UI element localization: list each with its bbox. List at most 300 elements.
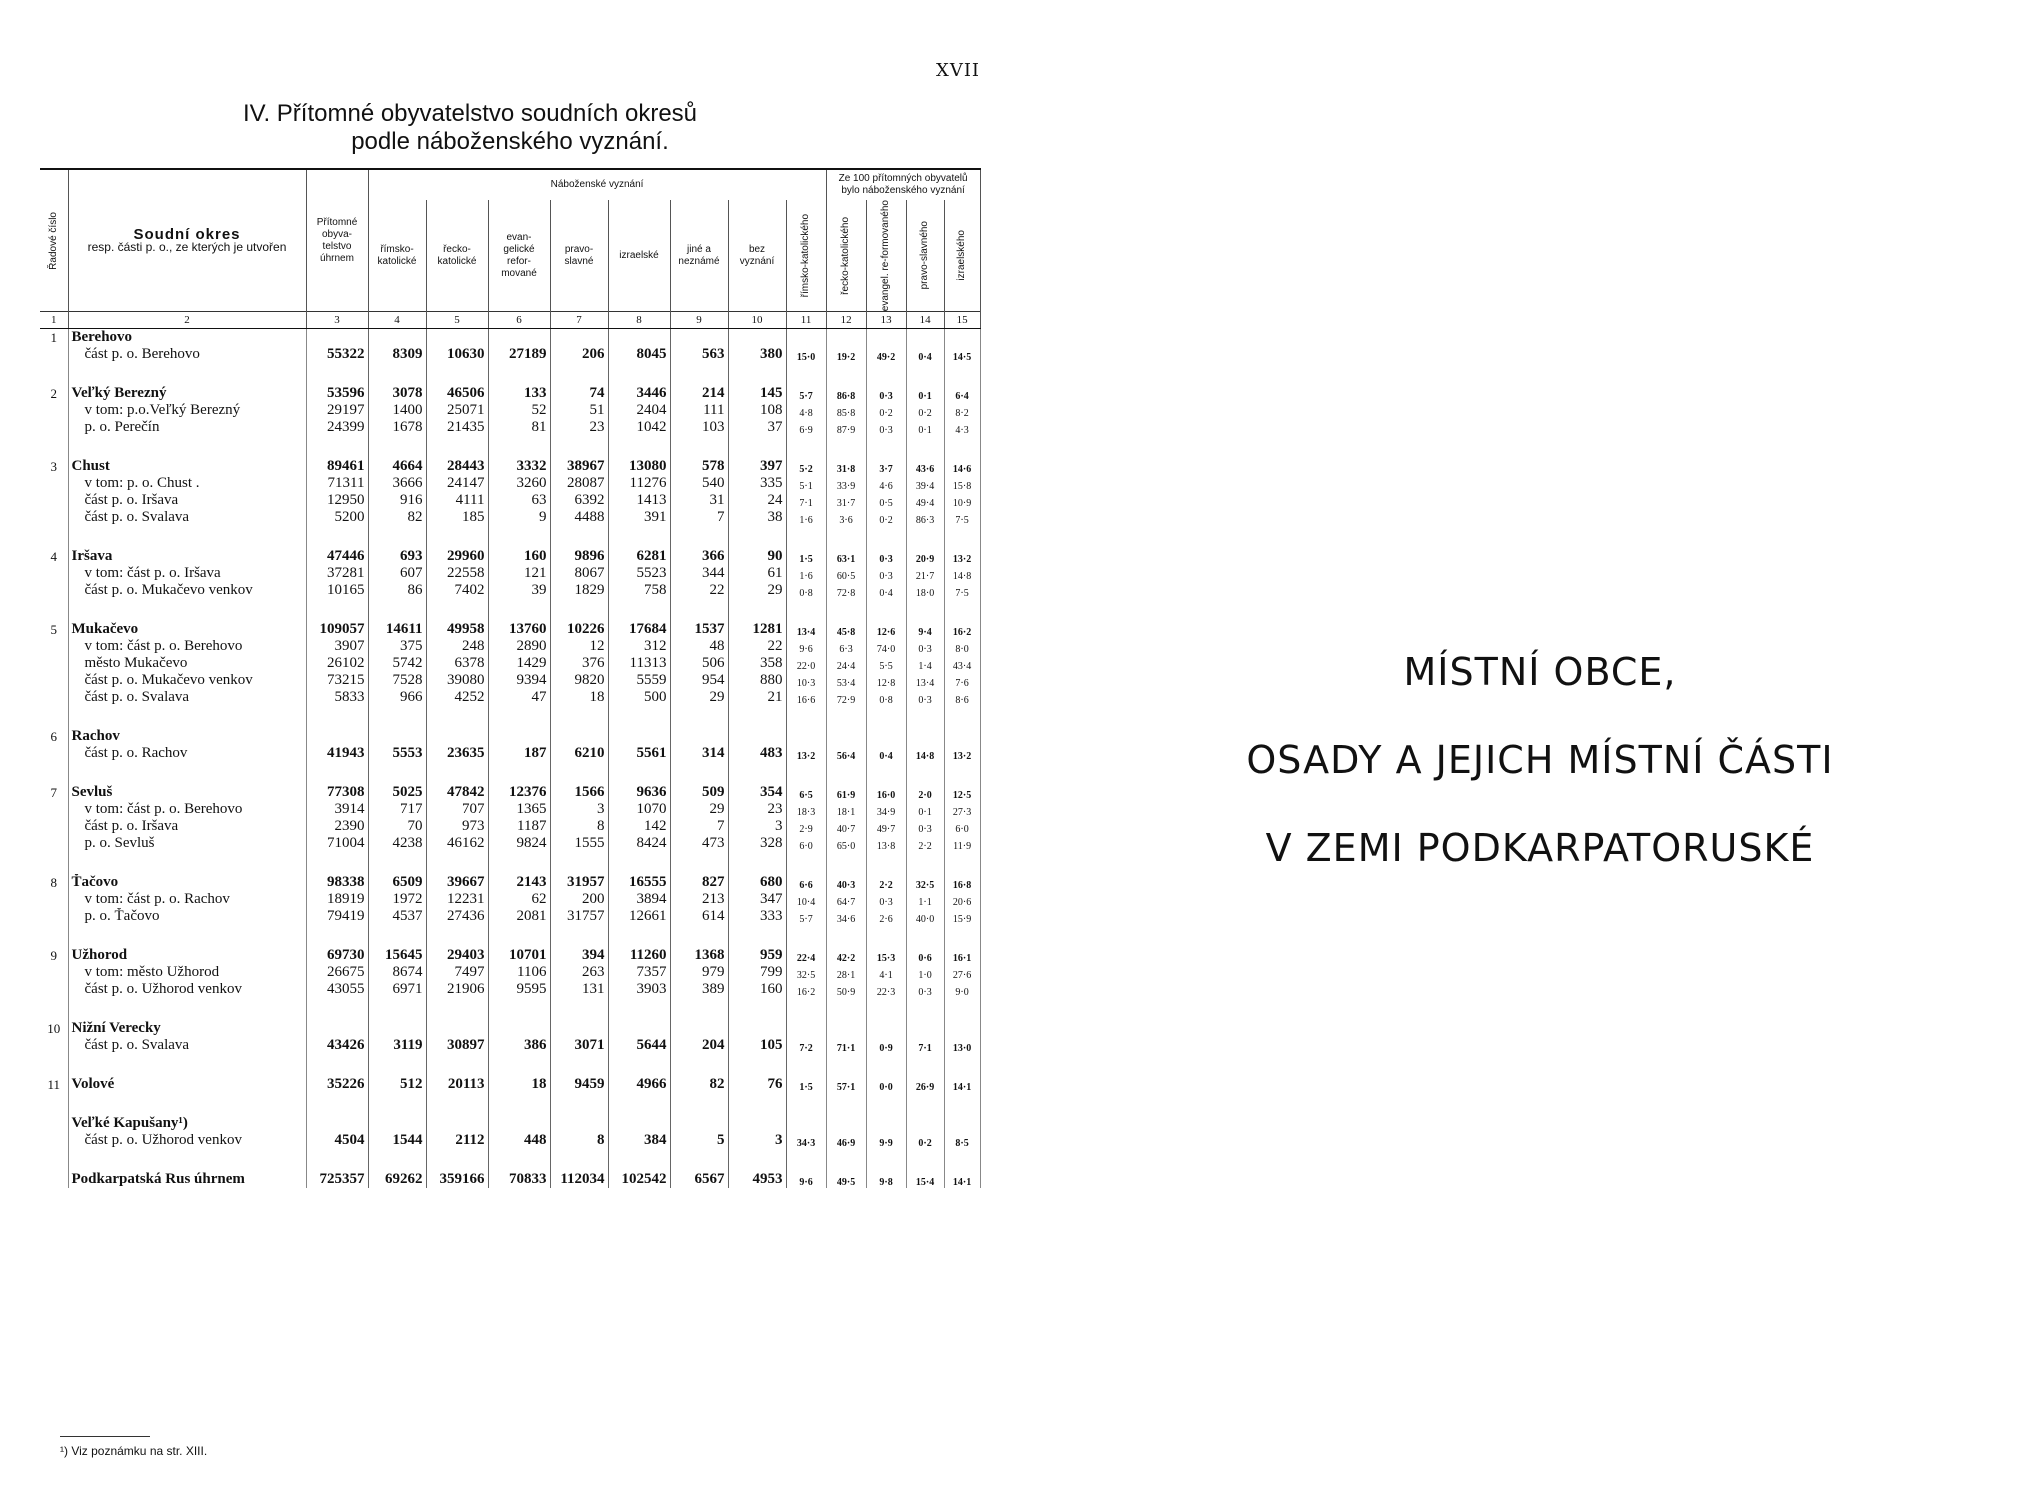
spacer-cell	[368, 706, 426, 728]
count-cell: 2143	[488, 874, 550, 891]
percent-cell: 2·2	[906, 835, 944, 852]
count-cell	[488, 329, 550, 347]
spacer-cell	[670, 1149, 728, 1171]
count-cell: 540	[670, 475, 728, 492]
count-cell: 9896	[550, 548, 608, 565]
spacer-cell	[306, 1054, 368, 1076]
col-number: 2	[68, 312, 306, 329]
count-cell	[728, 329, 786, 347]
percent-cell: 0·3	[866, 891, 906, 908]
percent-cell: 1·1	[906, 891, 944, 908]
spacer-cell	[40, 706, 68, 728]
percent-cell: 5·5	[866, 655, 906, 672]
spacer-cell	[944, 1149, 980, 1171]
percent-cell: 9·4	[906, 621, 944, 638]
count-cell: 103	[670, 419, 728, 436]
count-cell: 12231	[426, 891, 488, 908]
district-name: Užhorod	[68, 947, 306, 964]
count-cell: 4488	[550, 509, 608, 526]
count-cell: 160	[728, 981, 786, 998]
row-number	[40, 801, 68, 818]
spacer-cell	[426, 998, 488, 1020]
count-cell: 1544	[368, 1132, 426, 1149]
percent-cell: 33·9	[826, 475, 866, 492]
count-cell: 8067	[550, 565, 608, 582]
count-cell: 384	[608, 1132, 670, 1149]
count-cell: 5833	[306, 689, 368, 706]
count-cell: 26675	[306, 964, 368, 981]
count-cell: 359166	[426, 1171, 488, 1188]
spacer-cell	[866, 599, 906, 621]
percent-cell: 10·9	[944, 492, 980, 509]
percent-cell: 7·5	[944, 509, 980, 526]
count-cell: 725357	[306, 1171, 368, 1188]
percent-cell: 7·6	[944, 672, 980, 689]
spacer-cell	[866, 1093, 906, 1115]
spacer-cell	[550, 706, 608, 728]
count-cell: 62	[488, 891, 550, 908]
district-name: část p. o. Užhorod venkov	[68, 1132, 306, 1149]
count-cell: 4111	[426, 492, 488, 509]
district-name: část p. o. Berehovo	[68, 346, 306, 363]
percent-cell: 0·1	[906, 801, 944, 818]
spacer-cell	[786, 706, 826, 728]
percent-cell: 8·2	[944, 402, 980, 419]
percent-cell: 60·5	[826, 565, 866, 582]
count-cell: 24147	[426, 475, 488, 492]
spacer-cell	[368, 1054, 426, 1076]
percent-cell: 85·8	[826, 402, 866, 419]
count-cell: 799	[728, 964, 786, 981]
spacer-cell	[786, 1054, 826, 1076]
percent-cell: 0·3	[906, 689, 944, 706]
percent-cell: 22·0	[786, 655, 826, 672]
row-number	[40, 891, 68, 908]
row-number	[40, 964, 68, 981]
district-name: Podkarpatská Rus úhrnem	[68, 1171, 306, 1188]
table-title	[210, 100, 810, 156]
spacer-cell	[550, 599, 608, 621]
subdistrict-row	[40, 565, 980, 582]
count-cell: 15645	[368, 947, 426, 964]
spacer-cell	[488, 1149, 550, 1171]
row-number: 8	[40, 874, 68, 891]
count-cell: 38967	[550, 458, 608, 475]
header-rimsko: římsko-katolické	[368, 200, 426, 312]
header-pct-recko: řecko-katolického	[826, 200, 866, 312]
row-number: 11	[40, 1076, 68, 1093]
district-name: p. o. Perečín	[68, 419, 306, 436]
percent-cell: 53·4	[826, 672, 866, 689]
footnote-rule	[60, 1436, 150, 1437]
count-cell: 10226	[550, 621, 608, 638]
count-cell: 9824	[488, 835, 550, 852]
district-name: Sevluš	[68, 784, 306, 801]
spacer-cell	[306, 363, 368, 385]
count-cell: 24	[728, 492, 786, 509]
percent-cell: 40·7	[826, 818, 866, 835]
spacer-cell	[906, 706, 944, 728]
spacer-cell	[368, 599, 426, 621]
percent-cell: 46·9	[826, 1132, 866, 1149]
right-heading-line1: MÍSTNÍ OBCE,	[1403, 650, 1677, 694]
count-cell	[608, 1020, 670, 1037]
spacer-cell	[68, 762, 306, 784]
percent-cell: 49·4	[906, 492, 944, 509]
subdistrict-row	[40, 745, 980, 762]
spacer-cell	[786, 526, 826, 548]
spacer-cell	[670, 363, 728, 385]
spacer-cell	[68, 1054, 306, 1076]
spacer-cell	[68, 852, 306, 874]
spacer-cell	[306, 436, 368, 458]
col-number: 7	[550, 312, 608, 329]
count-cell: 8045	[608, 346, 670, 363]
district-name: Mukačevo	[68, 621, 306, 638]
spacer-cell	[40, 1054, 68, 1076]
spacer-cell	[306, 762, 368, 784]
count-cell: 29197	[306, 402, 368, 419]
percent-cell: 8·0	[944, 638, 980, 655]
district-row	[40, 458, 980, 475]
count-cell	[426, 329, 488, 347]
spacer-cell	[368, 1093, 426, 1115]
percent-cell: 1·0	[906, 964, 944, 981]
percent-cell: 1·6	[786, 565, 826, 582]
percent-cell: 18·1	[826, 801, 866, 818]
count-cell: 77308	[306, 784, 368, 801]
spacer-cell	[906, 1093, 944, 1115]
spacer-cell	[826, 599, 866, 621]
percent-cell: 72·8	[826, 582, 866, 599]
district-name: v tom: město Užhorod	[68, 964, 306, 981]
row-number	[40, 565, 68, 582]
spacer-cell	[906, 762, 944, 784]
percent-cell: 10·4	[786, 891, 826, 908]
percent-cell: 7·1	[906, 1037, 944, 1054]
spacer-cell	[608, 526, 670, 548]
district-name: část p. o. Svalava	[68, 689, 306, 706]
percent-cell: 7·2	[786, 1037, 826, 1054]
count-cell: 979	[670, 964, 728, 981]
spacer-cell	[488, 762, 550, 784]
percent-cell	[786, 1020, 826, 1037]
count-cell: 105	[728, 1037, 786, 1054]
percent-cell: 4·3	[944, 419, 980, 436]
spacer-cell	[426, 925, 488, 947]
percent-cell: 11·9	[944, 835, 980, 852]
count-cell: 7	[670, 818, 728, 835]
percent-cell: 9·6	[786, 1171, 826, 1188]
spacer-cell	[866, 363, 906, 385]
count-cell: 5559	[608, 672, 670, 689]
percent-cell: 71·1	[826, 1037, 866, 1054]
count-cell: 954	[670, 672, 728, 689]
col-number: 8	[608, 312, 670, 329]
count-cell: 7528	[368, 672, 426, 689]
row-number	[40, 638, 68, 655]
percent-cell: 0·1	[906, 385, 944, 402]
count-cell: 707	[426, 801, 488, 818]
spacer-cell	[906, 526, 944, 548]
percent-cell: 57·1	[826, 1076, 866, 1093]
col-number: 10	[728, 312, 786, 329]
district-name: Veľký Berezný	[68, 385, 306, 402]
percent-cell: 0·4	[866, 582, 906, 599]
percent-cell: 5·1	[786, 475, 826, 492]
percent-cell: 26·9	[906, 1076, 944, 1093]
district-name: část p. o. Mukačevo venkov	[68, 582, 306, 599]
subdistrict-row	[40, 801, 980, 818]
count-cell: 3	[550, 801, 608, 818]
percent-cell	[866, 1115, 906, 1132]
percent-cell: 13·2	[944, 745, 980, 762]
spacer-cell	[608, 1093, 670, 1115]
district-name: část p. o. Užhorod venkov	[68, 981, 306, 998]
percent-cell	[906, 1020, 944, 1037]
table-body	[40, 329, 980, 1189]
count-cell: 473	[670, 835, 728, 852]
spacer-cell	[550, 436, 608, 458]
spacer-cell	[68, 998, 306, 1020]
spacer-cell	[488, 1054, 550, 1076]
percent-cell: 0·2	[906, 402, 944, 419]
count-cell: 366	[670, 548, 728, 565]
count-cell: 3	[728, 1132, 786, 1149]
percent-cell	[906, 728, 944, 745]
count-cell: 4664	[368, 458, 426, 475]
district-name: v tom: část p. o. Berehovo	[68, 801, 306, 818]
count-cell: 8	[550, 1132, 608, 1149]
spacer-cell	[728, 706, 786, 728]
count-cell: 187	[488, 745, 550, 762]
col-number: 6	[488, 312, 550, 329]
count-cell: 9	[488, 509, 550, 526]
spacer-row	[40, 998, 980, 1020]
spacer-cell	[944, 998, 980, 1020]
percent-cell: 13·8	[866, 835, 906, 852]
spacer-cell	[40, 599, 68, 621]
count-cell: 27189	[488, 346, 550, 363]
percent-cell: 40·3	[826, 874, 866, 891]
percent-cell: 0·8	[786, 582, 826, 599]
count-cell	[728, 728, 786, 745]
percent-cell: 16·0	[866, 784, 906, 801]
count-cell: 22	[728, 638, 786, 655]
percent-cell: 8·5	[944, 1132, 980, 1149]
spacer-cell	[608, 706, 670, 728]
row-number	[40, 509, 68, 526]
spacer-cell	[306, 1149, 368, 1171]
district-row	[40, 1020, 980, 1037]
count-cell: 1537	[670, 621, 728, 638]
count-cell: 16555	[608, 874, 670, 891]
spacer-cell	[608, 762, 670, 784]
count-cell: 82	[368, 509, 426, 526]
col-number: 4	[368, 312, 426, 329]
count-cell: 102542	[608, 1171, 670, 1188]
count-cell	[368, 1020, 426, 1037]
count-cell: 43426	[306, 1037, 368, 1054]
percent-cell	[786, 1115, 826, 1132]
spacer-cell	[826, 852, 866, 874]
district-name: v tom: p.o.Veľký Berezný	[68, 402, 306, 419]
percent-cell: 0·3	[906, 638, 944, 655]
spacer-cell	[368, 1149, 426, 1171]
count-cell: 5523	[608, 565, 670, 582]
count-cell	[488, 728, 550, 745]
percent-cell: 6·4	[944, 385, 980, 402]
spacer-cell	[608, 925, 670, 947]
percent-cell: 0·3	[866, 419, 906, 436]
col-number: 12	[826, 312, 866, 329]
spacer-cell	[608, 436, 670, 458]
count-cell: 3078	[368, 385, 426, 402]
count-cell: 448	[488, 1132, 550, 1149]
spacer-cell	[728, 925, 786, 947]
header-pct-evan: evangel. re-formovaného	[866, 200, 906, 312]
count-cell	[670, 329, 728, 347]
subdistrict-row	[40, 672, 980, 689]
spacer-cell	[906, 925, 944, 947]
district-name: část p. o. Iršava	[68, 818, 306, 835]
percent-cell: 13·0	[944, 1037, 980, 1054]
percent-cell: 27·6	[944, 964, 980, 981]
percent-cell: 7·5	[944, 582, 980, 599]
percent-cell: 13·4	[906, 672, 944, 689]
percent-cell: 0·3	[906, 981, 944, 998]
count-cell: 3914	[306, 801, 368, 818]
spacer-cell	[728, 363, 786, 385]
count-cell	[426, 1115, 488, 1132]
percent-cell: 6·0	[944, 818, 980, 835]
spacer-cell	[906, 852, 944, 874]
count-cell	[670, 1020, 728, 1037]
percent-cell: 64·7	[826, 891, 866, 908]
spacer-cell	[40, 1149, 68, 1171]
count-cell: 18	[488, 1076, 550, 1093]
header-jine: jiné a neznámé	[670, 200, 728, 312]
count-cell: 28443	[426, 458, 488, 475]
percent-cell: 42·2	[826, 947, 866, 964]
count-cell: 333	[728, 908, 786, 925]
count-cell: 312	[608, 638, 670, 655]
spacer-cell	[866, 526, 906, 548]
count-cell: 29	[670, 689, 728, 706]
count-cell: 10701	[488, 947, 550, 964]
spacer-cell	[608, 363, 670, 385]
district-name: část p. o. Mukačevo venkov	[68, 672, 306, 689]
spacer-cell	[40, 363, 68, 385]
spacer-cell	[786, 762, 826, 784]
count-cell: 5553	[368, 745, 426, 762]
count-cell: 512	[368, 1076, 426, 1093]
percent-cell: 34·3	[786, 1132, 826, 1149]
percent-cell: 20·6	[944, 891, 980, 908]
count-cell: 9459	[550, 1076, 608, 1093]
percent-cell: 10·3	[786, 672, 826, 689]
spacer-cell	[826, 1054, 866, 1076]
row-number	[40, 475, 68, 492]
spacer-cell	[488, 363, 550, 385]
district-name: v tom: část p. o. Berehovo	[68, 638, 306, 655]
count-cell: 13760	[488, 621, 550, 638]
row-number: 6	[40, 728, 68, 745]
district-name: část p. o. Svalava	[68, 1037, 306, 1054]
spacer-cell	[488, 1093, 550, 1115]
district-name: Chust	[68, 458, 306, 475]
spacer-cell	[866, 1149, 906, 1171]
percent-cell: 9·0	[944, 981, 980, 998]
count-cell: 18	[550, 689, 608, 706]
count-cell: 41943	[306, 745, 368, 762]
percent-cell: 15·9	[944, 908, 980, 925]
count-cell: 12376	[488, 784, 550, 801]
percent-cell: 6·6	[786, 874, 826, 891]
spacer-cell	[306, 998, 368, 1020]
spacer-cell	[68, 1149, 306, 1171]
count-cell: 121	[488, 565, 550, 582]
count-cell: 693	[368, 548, 426, 565]
spacer-cell	[670, 1054, 728, 1076]
count-cell	[670, 1115, 728, 1132]
count-cell: 966	[368, 689, 426, 706]
percent-cell: 14·1	[944, 1076, 980, 1093]
count-cell: 37	[728, 419, 786, 436]
subdistrict-row	[40, 509, 980, 526]
row-number	[40, 981, 68, 998]
count-cell: 1106	[488, 964, 550, 981]
spacer-cell	[368, 762, 426, 784]
count-cell: 73215	[306, 672, 368, 689]
count-cell	[368, 329, 426, 347]
count-cell: 200	[550, 891, 608, 908]
count-cell	[426, 728, 488, 745]
spacer-cell	[550, 925, 608, 947]
row-number: 2	[40, 385, 68, 402]
percent-cell: 43·6	[906, 458, 944, 475]
spacer-cell	[306, 1093, 368, 1115]
percent-cell	[944, 1115, 980, 1132]
spacer-cell	[786, 363, 826, 385]
spacer-cell	[306, 526, 368, 548]
district-name: město Mukačevo	[68, 655, 306, 672]
spacer-cell	[488, 599, 550, 621]
spacer-cell	[670, 762, 728, 784]
count-cell: 11313	[608, 655, 670, 672]
spacer-cell	[368, 925, 426, 947]
spacer-cell	[944, 1054, 980, 1076]
count-cell: 1429	[488, 655, 550, 672]
count-cell: 6567	[670, 1171, 728, 1188]
subdistrict-row	[40, 419, 980, 436]
col-number: 15	[944, 312, 980, 329]
count-cell: 47842	[426, 784, 488, 801]
count-cell: 563	[670, 346, 728, 363]
spacer-cell	[608, 1149, 670, 1171]
count-cell: 25071	[426, 402, 488, 419]
count-cell: 4953	[728, 1171, 786, 1188]
percent-cell: 15·0	[786, 346, 826, 363]
count-cell: 89461	[306, 458, 368, 475]
count-cell	[550, 1115, 608, 1132]
district-name: Nižní Verecky	[68, 1020, 306, 1037]
count-cell: 12	[550, 638, 608, 655]
count-cell: 4252	[426, 689, 488, 706]
percent-cell: 0·2	[866, 509, 906, 526]
percent-cell	[906, 1115, 944, 1132]
spacer-cell	[306, 706, 368, 728]
